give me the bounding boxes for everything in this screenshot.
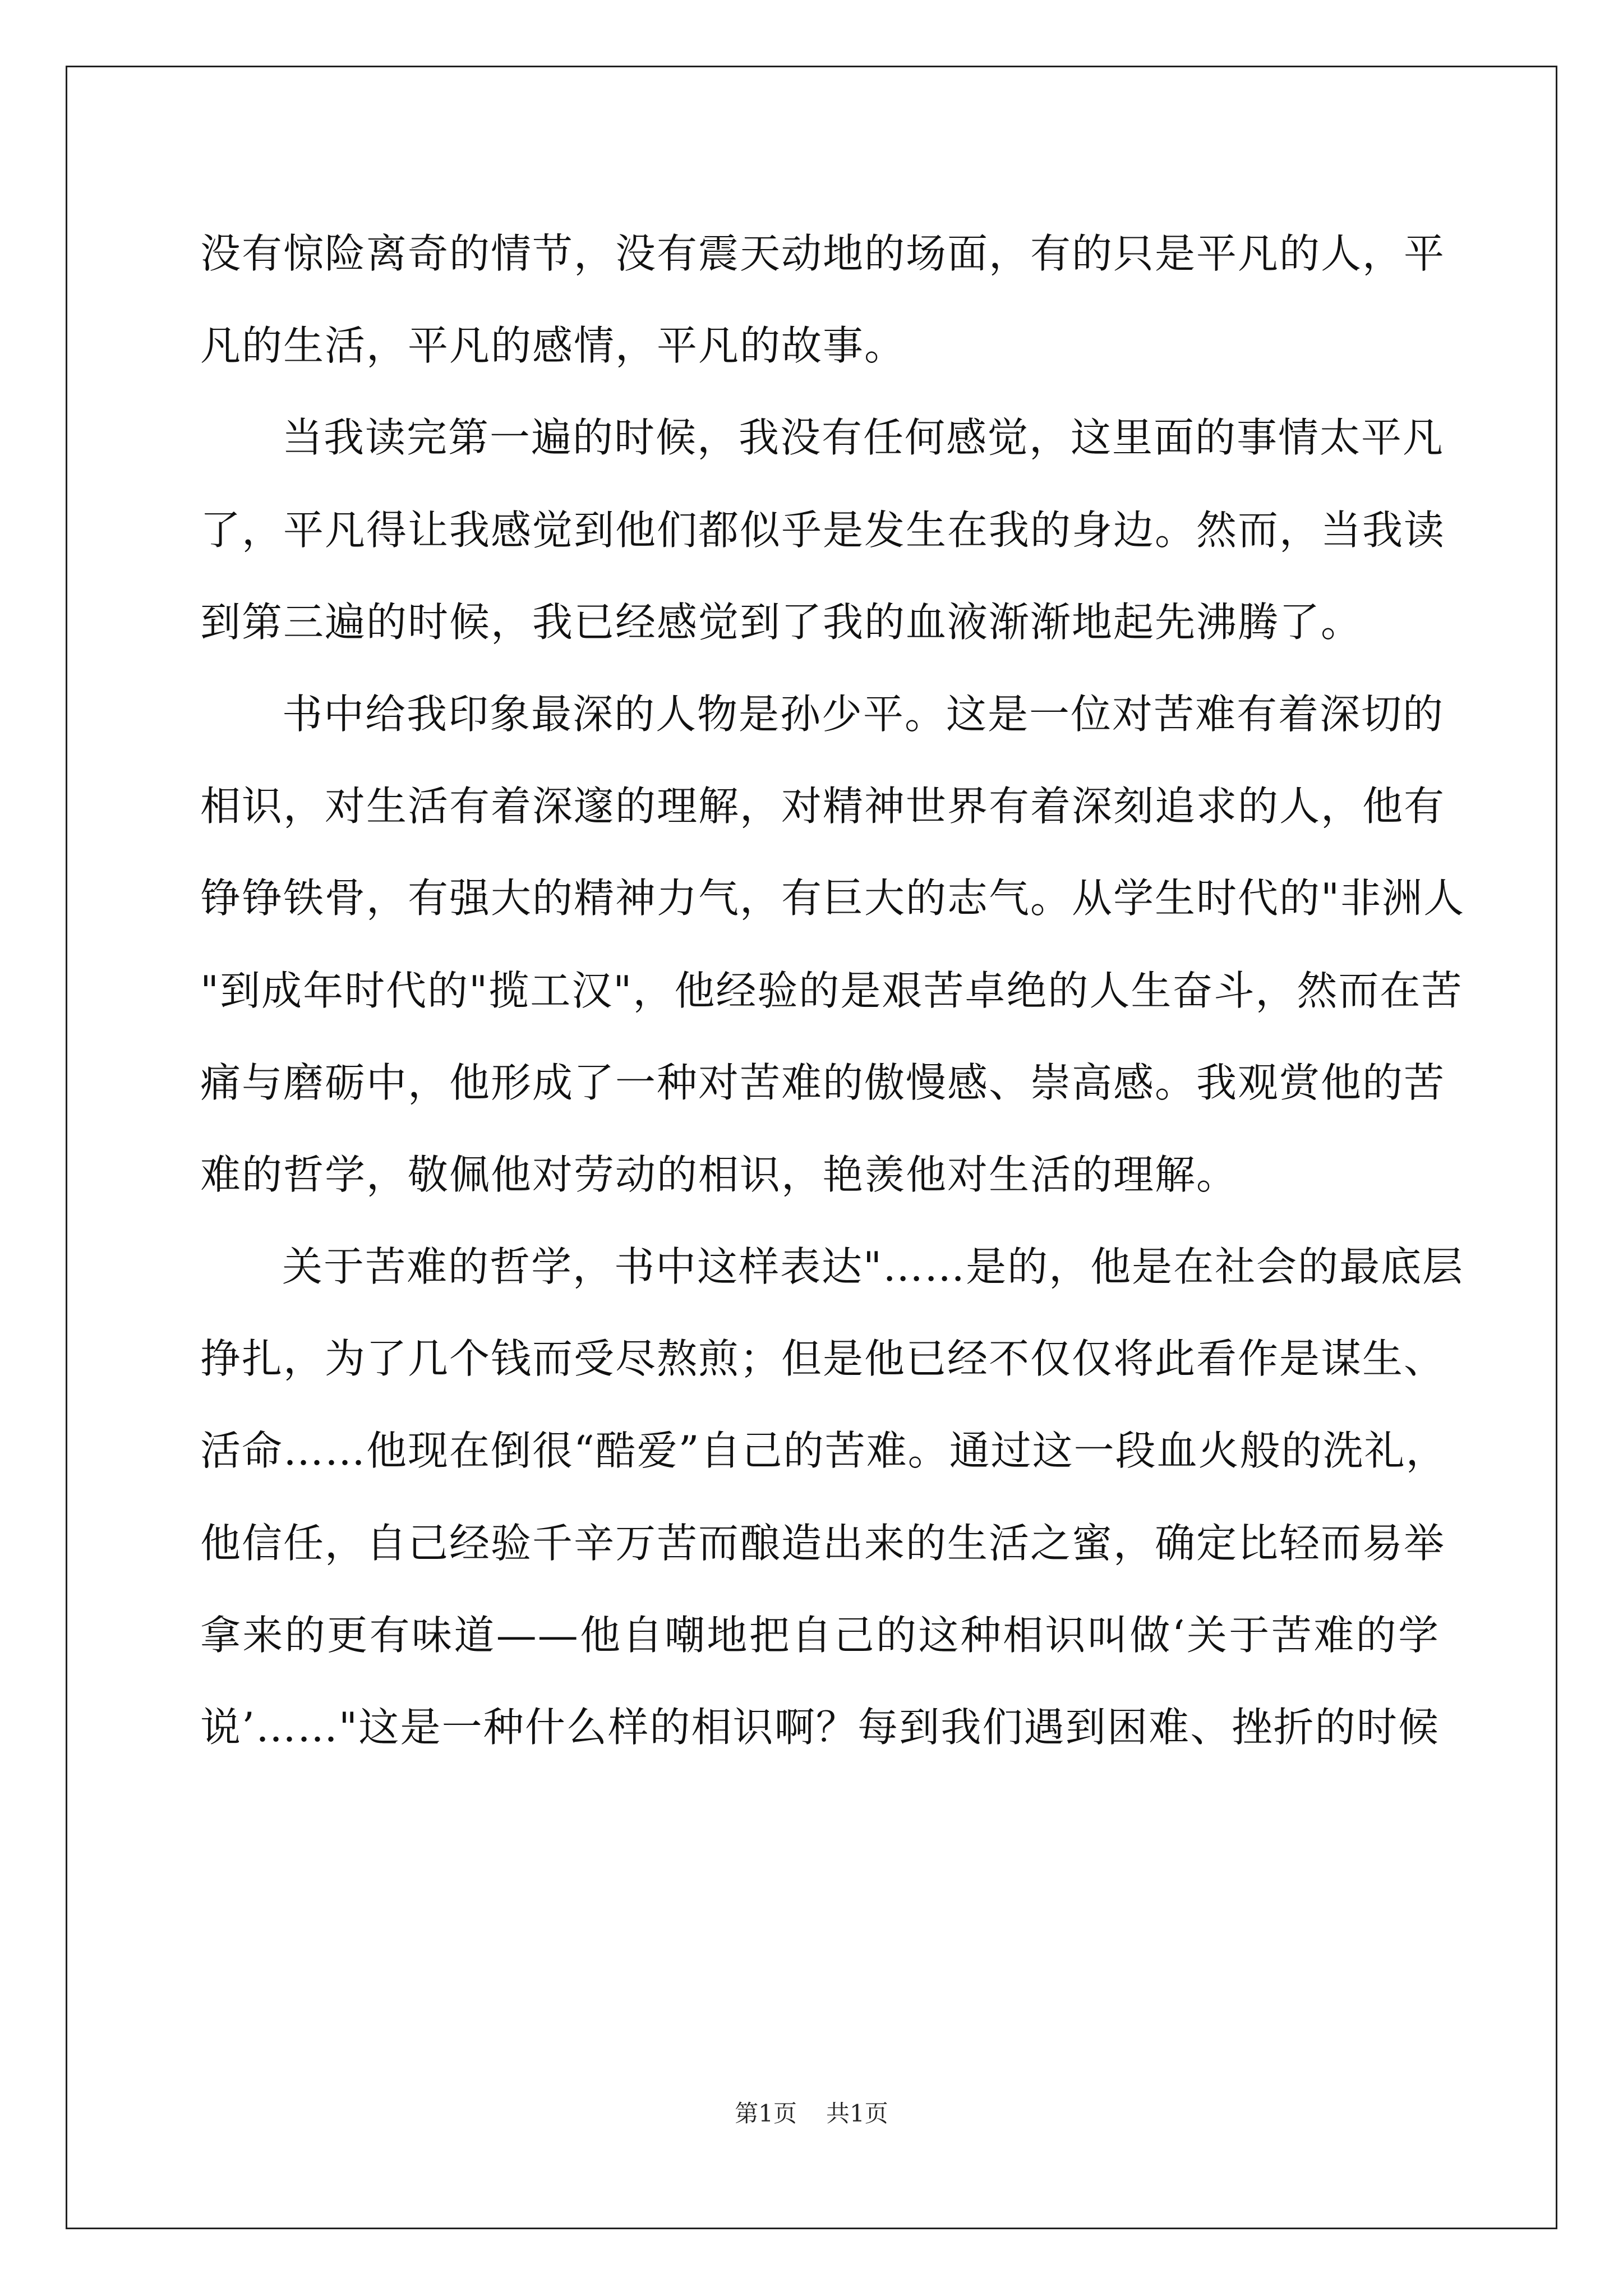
paragraph-line: 凡的生活，平凡的感情，平凡的故事。 <box>200 322 906 370</box>
paragraph-line: 到第三遍的时候，我已经感觉到了我的血液渐渐地起先沸腾了。 <box>200 598 1363 646</box>
page-total: 共1页 <box>826 2100 888 2127</box>
paragraph-line: 拿来的更有味道——他自嘲地把自己的这种相识叫做‘关于苦难的学 <box>200 1611 1440 1659</box>
paragraph-line: 挣扎，为了几个钱而受尽熬煎；但是他已经不仅仅将此看作是谋生、 <box>200 1335 1446 1383</box>
paragraph-line: 铮铮铁骨，有强大的精神力气，有巨大的志气。从学生时代的"非洲人 <box>200 875 1465 922</box>
paragraph-line: "到成年时代的"揽工汉"，他经验的是艰苦卓绝的人生奋斗，然而在苦 <box>200 967 1463 1014</box>
paragraph-line: 痛与磨砺中，他形成了一种对苦难的傲慢感、崇高感。我观赏他的苦 <box>200 1059 1446 1106</box>
paragraph-line: 说’……"这是一种什么样的相识啊？每到我们遇到困难、挫折的时候 <box>200 1704 1440 1751</box>
paragraph-line: 书中给我印象最深的人物是孙少平。这是一位对苦难有着深切的 <box>282 690 1445 738</box>
paragraph-line: 当我读完第一遍的时候，我没有任何感觉，这里面的事情太平凡 <box>282 414 1445 462</box>
page-footer <box>0 2095 1623 2129</box>
paragraph-line: 关于苦难的哲学，书中这样表达"……是的，他是在社会的最底层 <box>282 1243 1464 1291</box>
paragraph-line: 活命……他现在倒很“酷爱”自己的苦难。通过这一段血火般的洗礼， <box>200 1427 1447 1475</box>
paragraph-line: 了，平凡得让我感觉到他们都似乎是发生在我的身边。然而，当我读 <box>200 506 1446 554</box>
paragraph-line: 没有惊险离奇的情节，没有震天动地的场面，有的只是平凡的人，平 <box>200 230 1446 277</box>
paragraph-line: 相识，对生活有着深邃的理解，对精神世界有着深刻追求的人，他有 <box>200 783 1446 830</box>
document-body <box>200 208 1465 1773</box>
paragraph-line: 他信任，自己经验千辛万苦而酿造出来的生活之蜜，确定比轻而易举 <box>200 1519 1446 1567</box>
page-number: 第1页 <box>735 2100 797 2127</box>
paragraph-line: 难的哲学，敬佩他对劳动的相识，艳羡他对生活的理解。 <box>200 1151 1238 1198</box>
